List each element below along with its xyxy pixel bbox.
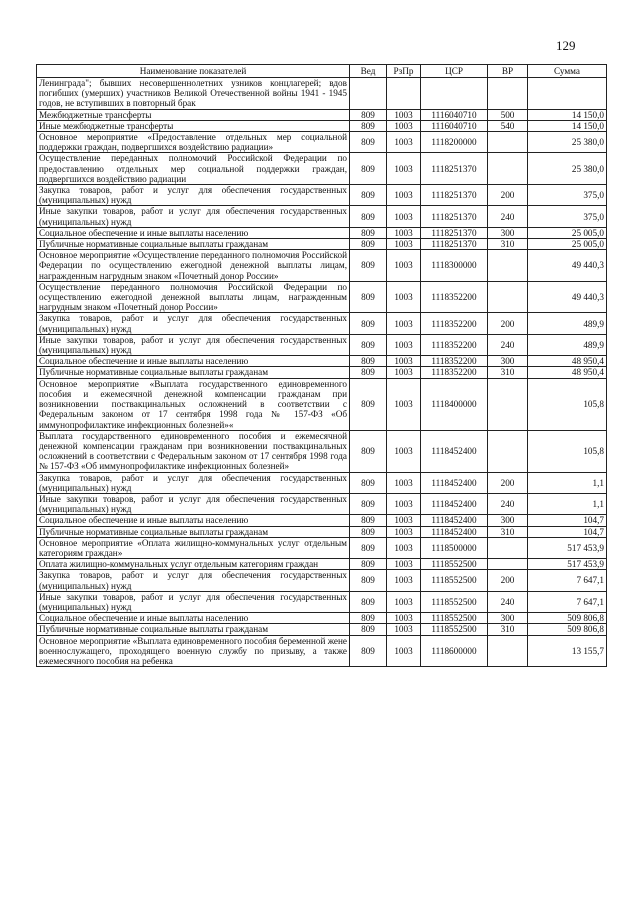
row-sum-cell: 104,7 [528,515,607,526]
table-row [37,624,607,635]
row-csr-cell: 1118251370 [421,227,488,238]
row-ved-cell: 809 [350,227,387,238]
table-row [37,78,607,110]
row-name-cell: Основное мероприятие «Осуществление переданного полномочия Российской Федерации по осуществлению ежегодной денежной выплаты лицам, награжденным нагрудным знаком «Почетный донор России» [37,250,350,282]
row-name-cell: Закупка товаров, работ и услуг для обеспечения государственных (муниципальных) нужд [37,570,350,591]
row-name-cell: Осуществление переданного полномочия Российской Федерации по осуществлению ежегодной денежной выплаты лицам, награжденным нагрудным знаком «Почетный донор России» [37,281,350,313]
row-name-cell: Иные закупки товаров, работ и услуг для обеспечения государственных (муниципальных) нужд [37,591,350,612]
row-csr-cell: 1118352200 [421,356,488,367]
table-row [37,356,607,367]
table-row [37,515,607,526]
row-csr-cell: 1118200000 [421,132,488,153]
row-rzpr-cell: 1003 [387,120,421,131]
table-row [37,313,607,334]
row-vr-cell: 310 [488,367,528,378]
row-rzpr-cell: 1003 [387,334,421,355]
row-sum-cell: 14 150,0 [528,120,607,131]
row-rzpr-cell: 1003 [387,526,421,537]
row-csr-cell: 1118352200 [421,367,488,378]
header-name: Наименование показателей [37,65,350,78]
row-csr-cell: 1118352200 [421,313,488,334]
row-ved-cell: 809 [350,591,387,612]
row-sum-cell: 105,8 [528,430,607,472]
row-rzpr-cell: 1003 [387,378,421,430]
row-rzpr-cell: 1003 [387,239,421,250]
row-ved-cell [350,78,387,110]
table-row [37,367,607,378]
row-csr-cell: 1118300000 [421,250,488,282]
table-row [37,334,607,355]
row-name-cell: Социальное обеспечение и иные выплаты населению [37,227,350,238]
row-csr-cell: 1118452400 [421,472,488,493]
row-name-cell: Публичные нормативные социальные выплаты гражданам [37,367,350,378]
row-vr-cell [488,153,528,185]
row-vr-cell [488,378,528,430]
row-rzpr-cell: 1003 [387,635,421,667]
row-sum-cell: 104,7 [528,526,607,537]
table-row [37,526,607,537]
row-rzpr-cell: 1003 [387,185,421,206]
row-name-cell: Социальное обеспечение и иные выплаты населению [37,515,350,526]
row-vr-cell: 240 [488,591,528,612]
row-vr-cell: 200 [488,570,528,591]
row-sum-cell: 375,0 [528,185,607,206]
row-sum-cell: 48 950,4 [528,367,607,378]
row-vr-cell [488,559,528,570]
row-csr-cell: 1118552500 [421,624,488,635]
row-name-cell: Социальное обеспечение и иные выплаты населению [37,356,350,367]
table-row [37,472,607,493]
row-ved-cell: 809 [350,624,387,635]
row-name-cell: Закупка товаров, работ и услуг для обеспечения государственных (муниципальных) нужд [37,313,350,334]
row-vr-cell: 300 [488,227,528,238]
row-csr-cell: 1118352200 [421,334,488,355]
row-vr-cell: 240 [488,493,528,514]
row-vr-cell: 200 [488,185,528,206]
row-csr-cell: 1118452400 [421,526,488,537]
row-rzpr-cell: 1003 [387,227,421,238]
row-rzpr-cell: 1003 [387,591,421,612]
row-name-cell: Иные закупки товаров, работ и услуг для обеспечения государственных (муниципальных) нужд [37,334,350,355]
row-sum-cell [528,78,607,110]
row-csr-cell: 1118400000 [421,378,488,430]
row-ved-cell: 809 [350,635,387,667]
table-body [37,78,607,667]
row-rzpr-cell: 1003 [387,132,421,153]
row-rzpr-cell: 1003 [387,250,421,282]
row-ved-cell: 809 [350,334,387,355]
row-sum-cell: 105,8 [528,378,607,430]
row-name-cell: Закупка товаров, работ и услуг для обеспечения государственных (муниципальных) нужд [37,185,350,206]
row-csr-cell: 1118251370 [421,206,488,227]
row-rzpr-cell: 1003 [387,206,421,227]
row-vr-cell: 310 [488,239,528,250]
row-ved-cell: 809 [350,559,387,570]
row-sum-cell: 13 155,7 [528,635,607,667]
row-csr-cell: 1118251370 [421,153,488,185]
row-vr-cell [488,430,528,472]
row-rzpr-cell: 1003 [387,570,421,591]
row-sum-cell: 7 647,1 [528,570,607,591]
row-name-cell: Межбюджетные трансферты [37,109,350,120]
table-row [37,206,607,227]
row-name-cell: Выплата государственного единовременного пособия и ежемесячной денежной компенсации гражданам при возникновении поствакцинальных осложнений в соответствии с Федеральным законом от 17 сентября 1998 года № 157-ФЗ «Об иммунопрофилактике инфекционных болезней» [37,430,350,472]
row-ved-cell: 809 [350,378,387,430]
row-csr-cell: 1118251370 [421,239,488,250]
row-rzpr-cell: 1003 [387,313,421,334]
table-row [37,153,607,185]
row-ved-cell: 809 [350,472,387,493]
row-name-cell: Публичные нормативные социальные выплаты гражданам [37,526,350,537]
row-rzpr-cell: 1003 [387,559,421,570]
row-csr-cell: 1116040710 [421,109,488,120]
row-csr-cell: 1118352200 [421,281,488,313]
row-vr-cell: 310 [488,624,528,635]
row-vr-cell: 310 [488,526,528,537]
row-rzpr-cell: 1003 [387,430,421,472]
row-rzpr-cell: 1003 [387,613,421,624]
row-sum-cell: 7 647,1 [528,591,607,612]
row-vr-cell: 240 [488,206,528,227]
table-header-row [37,65,607,78]
row-rzpr-cell: 1003 [387,515,421,526]
row-name-cell: Публичные нормативные социальные выплаты гражданам [37,624,350,635]
row-rzpr-cell: 1003 [387,624,421,635]
row-sum-cell: 1,1 [528,472,607,493]
row-rzpr-cell: 1003 [387,493,421,514]
row-name-cell: Основное мероприятие «Предоставление отдельных мер социальной поддержки граждан, подвергшихся воздействию радиации» [37,132,350,153]
row-rzpr-cell: 1003 [387,367,421,378]
row-ved-cell: 809 [350,239,387,250]
header-sum: Сумма [528,65,607,78]
row-vr-cell: 540 [488,120,528,131]
table-row [37,591,607,612]
row-ved-cell: 809 [350,367,387,378]
table-row [37,537,607,558]
row-name-cell: Публичные нормативные социальные выплаты гражданам [37,239,350,250]
row-rzpr-cell: 1003 [387,356,421,367]
row-vr-cell [488,250,528,282]
table-row [37,570,607,591]
row-csr-cell: 1118552500 [421,613,488,624]
row-sum-cell: 49 440,3 [528,250,607,282]
row-csr-cell: 1118600000 [421,635,488,667]
table-row [37,635,607,667]
row-name-cell: Основное мероприятие «Выплата государственного единовременного пособия и ежемесячной денежной компенсации гражданам при возникновении поствакцинальных осложнений в соответствии с Федеральным законом от 17 сентября 1998 года № 157-ФЗ «Об иммунопрофилактике инфекционных болезней»« [37,378,350,430]
table-row [37,559,607,570]
row-name-cell: Закупка товаров, работ и услуг для обеспечения государственных (муниципальных) нужд [37,472,350,493]
row-ved-cell: 809 [350,109,387,120]
table-row [37,239,607,250]
row-name-cell: Основное мероприятие «Оплата жилищно-коммунальных услуг отдельным категориям граждан» [37,537,350,558]
row-rzpr-cell: 1003 [387,109,421,120]
row-vr-cell: 300 [488,356,528,367]
row-csr-cell: 1118452400 [421,493,488,514]
row-name-cell: Иные межбюджетные трансферты [37,120,350,131]
row-ved-cell: 809 [350,537,387,558]
header-csr: ЦСР [421,65,488,78]
row-csr-cell: 1118552500 [421,570,488,591]
table-row [37,378,607,430]
row-ved-cell: 809 [350,356,387,367]
row-sum-cell: 14 150,0 [528,109,607,120]
row-sum-cell: 25 380,0 [528,153,607,185]
row-ved-cell: 809 [350,206,387,227]
header-ved: Вед [350,65,387,78]
row-ved-cell: 809 [350,132,387,153]
row-ved-cell: 809 [350,613,387,624]
row-csr-cell [421,78,488,110]
row-name-cell: Иные закупки товаров, работ и услуг для обеспечения государственных (муниципальных) нужд [37,493,350,514]
row-sum-cell: 48 950,4 [528,356,607,367]
row-csr-cell: 1118452400 [421,430,488,472]
row-name-cell: Оплата жилищно-коммунальных услуг отдельным категориям граждан [37,559,350,570]
row-sum-cell: 489,9 [528,334,607,355]
budget-table [36,64,607,667]
row-vr-cell: 300 [488,515,528,526]
header-vr: ВР [488,65,528,78]
row-vr-cell: 200 [488,472,528,493]
row-name-cell: Осуществление переданных полномочий Российской Федерации по предоставлению отдельных мер социальной поддержки граждан, подвергшихся воздействию радиации [37,153,350,185]
table-row [37,109,607,120]
row-sum-cell: 25 005,0 [528,227,607,238]
row-csr-cell: 1118500000 [421,537,488,558]
row-sum-cell: 49 440,3 [528,281,607,313]
row-ved-cell: 809 [350,185,387,206]
row-sum-cell: 25 380,0 [528,132,607,153]
table-row [37,132,607,153]
row-csr-cell: 1118552500 [421,559,488,570]
row-vr-cell [488,78,528,110]
table-row [37,227,607,238]
row-vr-cell [488,537,528,558]
row-ved-cell: 809 [350,250,387,282]
table-row [37,185,607,206]
row-rzpr-cell: 1003 [387,153,421,185]
row-csr-cell: 1116040710 [421,120,488,131]
row-sum-cell: 1,1 [528,493,607,514]
row-name-cell: Иные закупки товаров, работ и услуг для обеспечения государственных (муниципальных) нужд [37,206,350,227]
row-rzpr-cell: 1003 [387,537,421,558]
table-row [37,613,607,624]
row-rzpr-cell [387,78,421,110]
row-vr-cell: 200 [488,313,528,334]
table-row [37,250,607,282]
row-sum-cell: 489,9 [528,313,607,334]
table-row [37,430,607,472]
row-ved-cell: 809 [350,120,387,131]
table-row [37,281,607,313]
row-csr-cell: 1118251370 [421,185,488,206]
row-ved-cell: 809 [350,515,387,526]
row-csr-cell: 1118452400 [421,515,488,526]
row-sum-cell: 509 806,8 [528,613,607,624]
row-ved-cell: 809 [350,430,387,472]
row-vr-cell [488,132,528,153]
row-sum-cell: 517 453,9 [528,537,607,558]
row-ved-cell: 809 [350,313,387,334]
row-ved-cell: 809 [350,570,387,591]
row-vr-cell: 500 [488,109,528,120]
row-csr-cell: 1118552500 [421,591,488,612]
row-sum-cell: 375,0 [528,206,607,227]
row-ved-cell: 809 [350,153,387,185]
row-ved-cell: 809 [350,526,387,537]
row-ved-cell: 809 [350,281,387,313]
row-sum-cell: 509 806,8 [528,624,607,635]
row-name-cell: Основное мероприятие «Выплата единовременного пособия беременной жене военнослужащего, проходящего военную службу по призыву, а также ежемесячного пособия на ребенка [37,635,350,667]
row-vr-cell: 300 [488,613,528,624]
row-vr-cell: 240 [488,334,528,355]
row-sum-cell: 25 005,0 [528,239,607,250]
row-ved-cell: 809 [350,493,387,514]
header-rzpr: РзПр [387,65,421,78]
row-name-cell: Ленинграда"; бывших несовершеннолетних узников концлагерей; вдов погибших (умерших) участников Великой Отечественной войны 1941 - 1945 годов, не вступивших в повторный брак [37,78,350,110]
row-vr-cell [488,635,528,667]
row-name-cell: Социальное обеспечение и иные выплаты населению [37,613,350,624]
row-vr-cell [488,281,528,313]
page-number: 129 [556,38,576,53]
row-rzpr-cell: 1003 [387,281,421,313]
table-row [37,120,607,131]
row-sum-cell: 517 453,9 [528,559,607,570]
table-row [37,493,607,514]
row-rzpr-cell: 1003 [387,472,421,493]
